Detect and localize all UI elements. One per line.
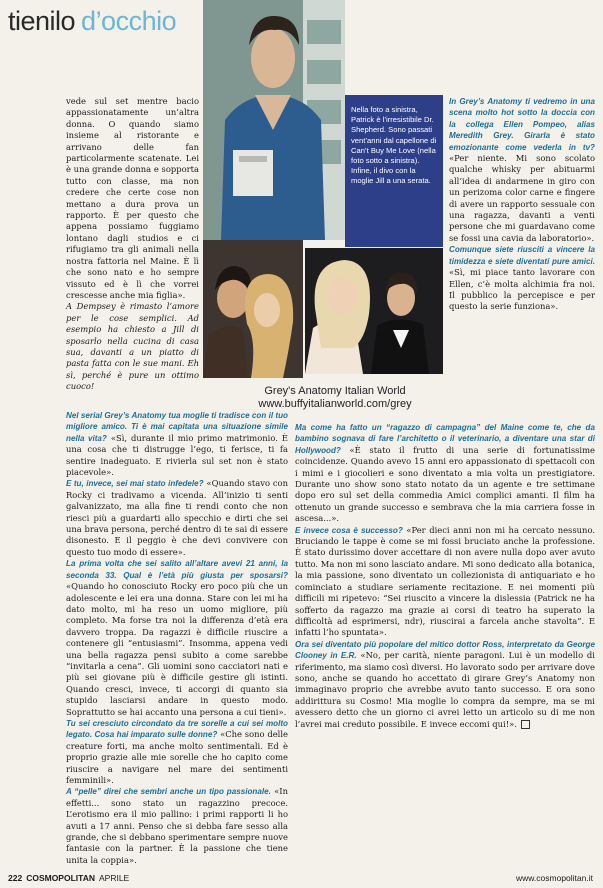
qa-item (66, 478, 288, 558)
question: Ora sei diventato più popolare del mitico dottor Ross, interpretato da George Clooney in E.R. (295, 639, 595, 661)
paragraph: vede sul set mentre bacio appassionatamente un’altra donna. O quando siamo insieme al ristorante e arrivano delle fan particolarmente scatenate. Lei è una grande donna e sopporta tutto con classe, ma non credere che certe cose non mettano a dura prova un rapporto. È per questo che appena possiamo fuggiamo lontano dagli studios e ci rifugiamo tra gli animali nella nostra fattoria nel Maine. È lì che sono nato e ho sempre vissuto ed è lì che vorrei crescesse anche mia figlia». (66, 96, 199, 300)
page-footer-left (8, 873, 129, 883)
qa-item (66, 786, 288, 866)
question: In Grey’s Anatomy ti vedremo in una scena molto hot sotto la doccia con la collega Ellen Pompeo, alias Meredith Grey. Girarla è stato emozionante come vederla in tv? (449, 97, 595, 152)
qa-item (295, 422, 595, 525)
answer: «Per dieci anni non mi ha cercato nessuno. Bruciando le tappe è come se mi fossi bruciato anche la professione. È stato durissimo dover accettare di non avere nulla dopo aver avuto tutto. Ma non mi sono lasciato andare. Mi sono dedicato alla botanica, la mia passione, sono diventato un collezionista di antiquariato e ho cominciato a studiare seriamente recitazione. E nei momenti più difficili mi ripetevo: “Sei riuscito a vincere la dislessia (Patrick ne ha sofferto da ragazzo ma grazie ai corsi di teatro ha superato la difficoltà ad esprimersi, ndr), riuscirai a farcela anche stavolta”. E infatti l’ho spuntata». (295, 524, 596, 638)
header-word-1: tienilo (8, 6, 76, 36)
question: La prima volta che sei salito all’altare avevi 21 anni, la seconda 33. Qual è l’età più giusta per sposarsi? (66, 559, 288, 580)
qa-item (66, 558, 288, 718)
answer: «Per niente. Mi sono scolato qualche whisky per abituarmi all’idea di andarmene in giro con un perizoma color carne e fingere di avere un rapporto sessuale con una ragazza, davanti a venti persone che mi guardavano come se fossi una cavia da laboratorio». (449, 153, 595, 243)
question: Ma come ha fatto un “ragazzo di campagna” del Maine come te, che da bambino sognava di fare l’architetto o il veterinario, a diventare una star di Hollywood? (295, 423, 595, 455)
doctor-photo (203, 0, 345, 240)
magazine-name: COSMOPOLITAN (26, 873, 95, 883)
qa-item (66, 410, 288, 478)
question: Comunque siete riusciti a vincere la timidezza e siete diventati pure amici. (449, 245, 595, 266)
right-column-main (295, 422, 595, 730)
couple-photo (305, 248, 443, 374)
section-header (8, 6, 176, 37)
answer: «In effetti... sono stato un ragazzino precoce. L’erotismo era il mio pallino: i primi rapporti li ho avuti a 17 anni. Penso che si debba fare sesso alla grande, che si debbano sperimentare sempre nuove fantasie con la partner. È la passione che tiene unita la coppia». (66, 786, 288, 865)
photo-caption: Nella foto a sinistra, Patrick è l’irresistibile Dr. Shepherd. Sono passati vent’anni dal capellone di Can’t Buy Me Love (nella foto sotto a sinistra). Infine, il divo con la moglie Jill a una serata. (345, 95, 443, 247)
site-url: www.cosmopolitan.it (515, 873, 593, 883)
teen-photo (203, 240, 303, 378)
left-column-main (66, 410, 288, 866)
question: E tu, invece, sei mai stato infedele? (66, 479, 204, 489)
watermark-line-2: www.buffyitalianworld.com/grey (258, 398, 412, 410)
answer: «No, per carità, niente paragoni. Lui è un modello di riferimento, ma siamo così diversi. Ho lavorato sodo per arrivare dove sono, anche se quando ho accettato di girare Grey’s Anatomy non immaginavo proprio che avrebbe avuto tanto successo. E ora sono addirittura su Cosmo! Mia moglie lo compra da sempre, ma se mi avessero detto che un giorno ci avrei letto un articolo su di me non l’avrei mai creduto possibile. E invece eccomi qui!». (295, 650, 595, 729)
end-mark-icon (521, 720, 530, 729)
answer: «È stato il frutto di una serie di fortunatissime coincidenze. Quando avevo 15 anni ero appassionato di spettacoli con i mimi e i giocolieri e sono diventato a mia volta un prestigiatore. Durante uno show sono stato notato da un agente e tre settimane dopo ero sul set della commedia Amici complici amanti. Il film ha ottenuto un grande successo e sembrava che la mia carriera fosse in ascesa...». (295, 444, 595, 524)
qa-item (295, 525, 595, 639)
paragraph: A Dempsey è rimasto l’amore per le cose semplici. Ad esempio ha chiesto a Jill di sposarlo nella cucina di casa sua, davanti a un piatto di pasta fatta con le sue mani. Eh sì, perché è pure un ottimo cuoco! (66, 301, 199, 392)
qa-item (449, 96, 595, 244)
question: E invece cosa è successo? (295, 525, 403, 535)
answer: «Quando stavo con Rocky ci tradivamo a vicenda. All’inizio ti senti galvanizzato, ma alla fine ti rendi conto che non riesci più a guardarti allo specchio e dirti che sei una brava persona, perché dentro di te sai di essere disonesto. E il peggio è che devi convivere con questo tuo modo di essere». (66, 478, 288, 557)
question: A “pelle” direi che sembri anche un tipo passionale. (66, 787, 271, 797)
issue-month: APRILE (98, 873, 130, 883)
watermark (220, 385, 450, 411)
answer: «Sì, mi piace tanto lavorare con Ellen, c’è molta alchimia fra noi. Il pubblico la percepisce e per questo la serie funziona». (449, 267, 595, 312)
answer: «Che sono delle creature forti, ma anche molto sentimentali. Ed è proprio grazie alle mie sorelle che ho capito come riuscire a navigare nel mare dei sentimenti femminili». (66, 729, 288, 785)
answer: «Quando ho conosciuto Rocky ero poco più che un adolescente e lei era una donna. Stare con lei mi ha dato molto, mi ha reso un uomo migliore, più completo. Ma forse tra noi la differenza d’età era davvero troppa. Da ragazzi è difficile riuscire a contenere gli “entusiasmi”. Insomma, appena vedi una bella ragazza pensi subito a come sarebbe “invitarla a cena”. Gli uomini sono cacciatori nati e più sei giovane più è difficile gestire gli istinti. Quando cresci, invece, ti accorgi di quanto sia stupido lasciarsi andare in questo modo. Soprattutto se hai accanto una persona a cui tieni». (66, 581, 288, 717)
qa-item (295, 639, 595, 730)
right-column-top (449, 96, 595, 313)
page-number: 222 (8, 873, 23, 883)
left-column-top (66, 96, 199, 393)
qa-item (66, 718, 288, 786)
question: Tu sei cresciuto circondato da tre sorelle a cui sei molto legato. Cosa hai imparato sulle donne? (66, 718, 288, 740)
answer: «Sì, durante il mio primo matrimonio. È una cosa che ti distrugge l’ego, ti ferisce, ti fa sentire inadeguato. E rivierla sul set non è stato piacevole». (66, 432, 288, 478)
watermark-line-1: Grey's Anatomy Italian World (264, 385, 406, 397)
question: Nel serial Grey’s Anatomy tua moglie ti tradisce con il tuo migliore amico. Ti è mai capitata una situazione simile nella vita? (66, 411, 288, 443)
qa-item (449, 244, 595, 312)
header-word-2: d’occhio (81, 6, 177, 36)
